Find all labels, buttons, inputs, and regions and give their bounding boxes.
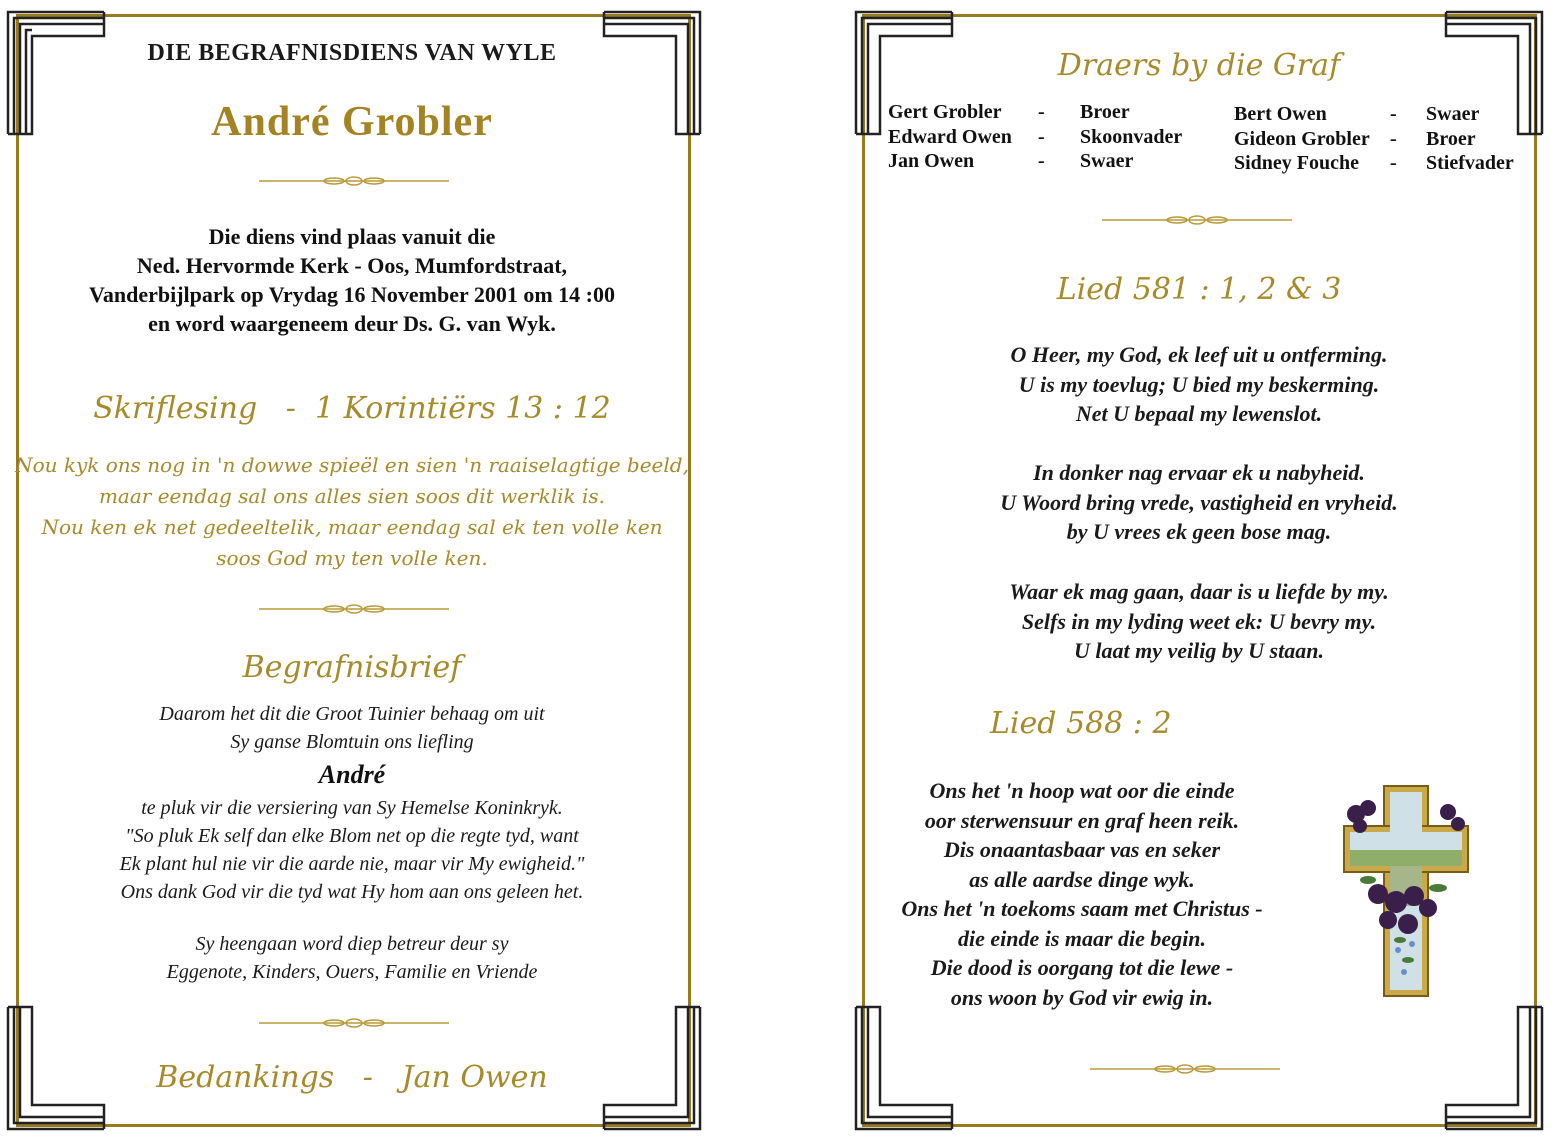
reading-text	[4, 450, 700, 574]
mourn-line: Eggenote, Kinders, Ouers, Familie en Vriende	[166, 961, 538, 983]
hymn-line: by U vrees ek geen bose mag.	[1066, 519, 1332, 544]
bearer-name: Sidney Fouche	[1234, 152, 1360, 174]
hymn-line: as alle aardse dinge wyk.	[969, 866, 1195, 892]
bearer-dash: -	[1390, 152, 1397, 174]
hymn-line: Ons het 'n toekoms saam met Christus -	[901, 896, 1263, 921]
letter-text-b	[4, 794, 700, 906]
divider-ornament-2	[259, 602, 449, 616]
corner-ornament-bottom-left	[852, 1003, 972, 1133]
hymn-line: Net U bepaal my lewenslot.	[1075, 401, 1323, 426]
reading-line: Nou ken ek net gedeeltelik, maar eendag sal ek ten volle ken	[41, 515, 663, 539]
bearer-relation: Broer	[1426, 127, 1476, 150]
letter-title: Begrafnisbrief	[242, 650, 462, 685]
hymn-line: O Heer, my God, ek leef uit u ontferming.	[1010, 342, 1388, 367]
bearer-name: Bert Owen	[1234, 103, 1327, 125]
hymn-line: ons woon by God vir ewig in.	[950, 984, 1214, 1010]
letter-line: Daarom het dit die Groot Tuinier behaag om uit	[159, 703, 545, 725]
bearer-relation: Skoonvader	[1080, 125, 1183, 148]
letter-line: Ons dank God vir die tyd wat Hy hom aan ons geleen het.	[120, 881, 584, 903]
hymn-line: Dis onaantasbaar vas en seker	[943, 837, 1221, 862]
hymn2-text	[852, 776, 1312, 1012]
divider-ornament-1	[1102, 213, 1292, 227]
bearer-name: Jan Owen	[888, 150, 975, 172]
bearer-row	[888, 149, 1182, 174]
service-line: Die diens vind plaas vanuit die	[208, 224, 496, 249]
divider-ornament-2	[1090, 1062, 1280, 1076]
hymn-line: oor sterwensuur en graf heen reik.	[924, 807, 1240, 833]
hymn-line: Die dood is oorgang tot die lewe -	[930, 955, 1234, 980]
service-heading: DIE BEGRAFNISDIENS VAN WYLE	[147, 40, 557, 66]
bearer-dash: -	[1038, 101, 1045, 123]
mourn-text	[4, 930, 700, 986]
service-line: Vanderbijlpark op Vrydag 16 November 2001 om 14 :00	[89, 282, 615, 307]
service-line: Ned. Hervormde Kerk - Oos, Mumfordstraat,	[136, 253, 568, 278]
reading-line: soos God my ten volle ken.	[216, 546, 488, 570]
bearer-row	[1234, 151, 1514, 176]
bearer-row	[1234, 102, 1514, 127]
bearer-relation: Broer	[1080, 101, 1130, 123]
letter-text-a	[4, 700, 700, 756]
hymn-line: die einde is maar die begin.	[957, 925, 1207, 951]
bearer-name: Gert Grobler	[888, 101, 1002, 123]
reading-title: Skriflesing - 1 Korintiërs 13 : 12	[93, 391, 611, 426]
bearer-relation: Swaer	[1080, 150, 1134, 172]
letter-line: "So pluk Ek self dan elke Blom net op die regte tyd, want	[125, 825, 579, 847]
cross-flowers-icon	[1338, 784, 1474, 998]
bearers-column-2	[1234, 102, 1514, 176]
hymn-line: In donker nag ervaar ek u nabyheid.	[1033, 460, 1365, 485]
hymn-line: Selfs in my lyding weet ek: U bevry my.	[1021, 608, 1377, 634]
bearers-title: Draers by die Graf	[1057, 48, 1341, 83]
bearer-name: Edward Owen	[888, 125, 1012, 148]
right-page	[852, 8, 1546, 1133]
hymn-line: Ons het 'n hoop wat oor die einde	[929, 778, 1235, 803]
bearer-dash: -	[1390, 127, 1397, 150]
bearer-row	[888, 100, 1182, 125]
letter-name: André	[318, 760, 386, 789]
letter-line: Ek plant hul nie vir die aarde nie, maar vir My ewigheid."	[119, 853, 585, 875]
reading-line: maar eendag sal ons alles sien soos dit werklik is.	[98, 484, 606, 508]
hymn1-stanza-1	[852, 340, 1546, 429]
bearer-relation: Stiefvader	[1426, 152, 1514, 174]
bearer-dash: -	[1038, 150, 1045, 172]
frame-right	[1534, 14, 1537, 1127]
bearer-row	[888, 125, 1182, 150]
letter-line: te pluk vir die versiering van Sy Hemelse Koninkryk.	[141, 797, 563, 819]
corner-ornament-bottom-right	[1426, 1003, 1546, 1133]
thanks-line: Bedankings - Jan Owen	[156, 1060, 548, 1095]
bearer-row	[1234, 127, 1514, 152]
hymn-line: U laat my veilig by U staan.	[1074, 638, 1324, 663]
hymn2-title: Lied 588 : 2	[990, 706, 1172, 741]
hymn-line: U Woord bring vrede, vastigheid en vryheid.	[1000, 489, 1398, 515]
hymn-line: Waar ek mag gaan, daar is u liefde by my.	[1009, 579, 1389, 604]
service-details	[4, 222, 700, 338]
bearer-dash: -	[1390, 103, 1397, 125]
letter-line: Sy ganse Blomtuin ons liefling	[230, 731, 474, 753]
divider-ornament-1	[259, 174, 449, 188]
bearers-column-1	[888, 100, 1182, 174]
reading-line: Nou kyk ons nog in 'n dowwe spieël en sien 'n raaiselagtige beeld,	[15, 453, 689, 477]
bearer-dash: -	[1038, 125, 1045, 148]
bearer-relation: Swaer	[1426, 103, 1480, 125]
deceased-name: André Grobler	[211, 99, 493, 145]
bearer-name: Gideon Grobler	[1234, 127, 1370, 150]
divider-ornament-3	[259, 1016, 449, 1030]
left-page	[4, 8, 700, 1133]
mourn-line: Sy heengaan word diep betreur deur sy	[195, 933, 509, 955]
hymn-line: U is my toevlug; U bied my beskerming.	[1018, 371, 1380, 397]
hymn1-title: Lied 581 : 1, 2 & 3	[1056, 272, 1342, 307]
service-line: en word waargeneem deur Ds. G. van Wyk.	[148, 311, 556, 336]
hymn1-stanza-2	[852, 458, 1546, 547]
hymn1-stanza-3	[852, 577, 1546, 666]
